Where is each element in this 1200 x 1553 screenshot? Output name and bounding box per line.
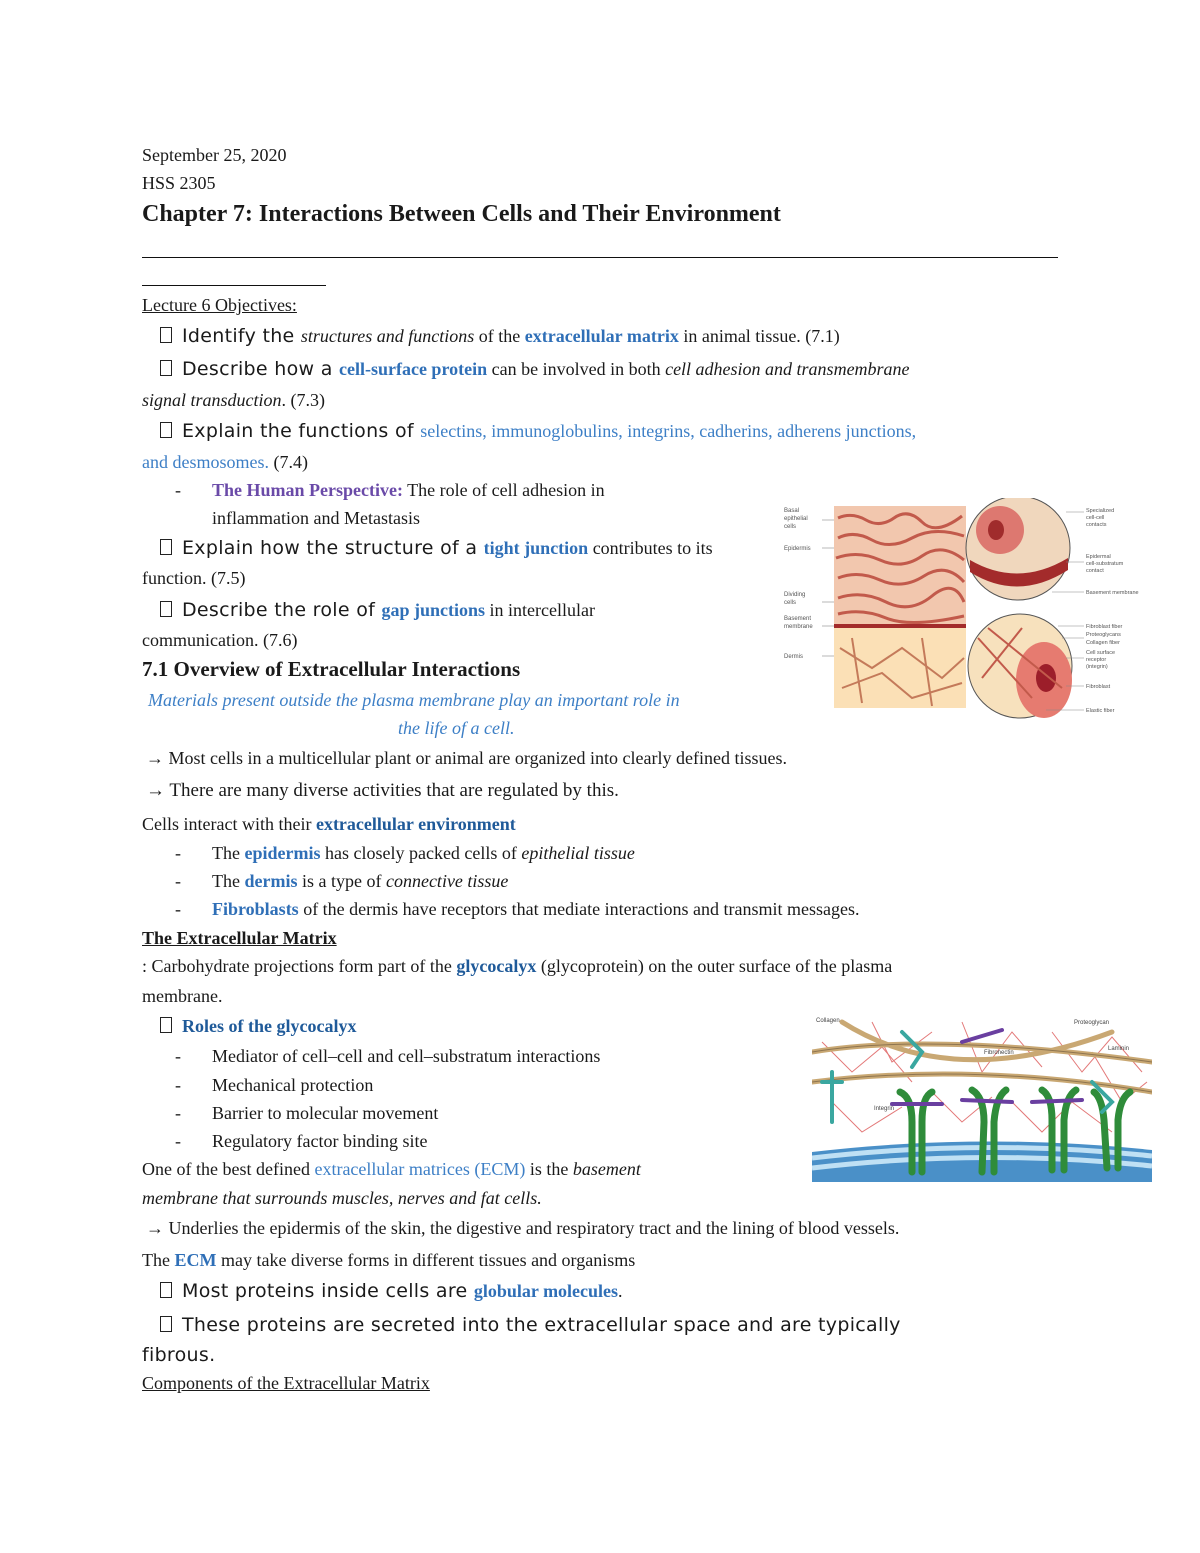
role-item: Mediator of cell–cell and cell–substratum interactions xyxy=(212,1046,601,1066)
skin-tissue-figure xyxy=(782,498,1154,720)
objective-3-sub-dash: - xyxy=(175,480,181,500)
svg-text:Laminin: Laminin xyxy=(1108,1046,1130,1052)
checkbox-icon xyxy=(160,539,172,555)
svg-text:(integrin): (integrin) xyxy=(1086,664,1108,670)
objectives-heading: Lecture 6 Objectives: xyxy=(142,295,297,315)
epidermis-line: The epidermis has closely packed cells of epithelial tissue xyxy=(212,843,635,863)
svg-text:cells: cells xyxy=(784,600,797,606)
svg-text:epithelial: epithelial xyxy=(784,516,808,522)
objective-3: Explain the functions of selectins, immunoglobulins, integrins, cadherins, adherens junctions, xyxy=(160,420,916,442)
svg-text:Cell surface: Cell surface xyxy=(1086,650,1116,656)
svg-text:receptor: receptor xyxy=(1086,657,1107,663)
section-7-1-heading: 7.1 Overview of Extracellular Interactions xyxy=(142,657,521,681)
dash-5: - xyxy=(175,1075,181,1095)
objective-1: Identify the structures and functions of the extracellular matrix in animal tissue. (7.1) xyxy=(160,325,840,347)
checkbox-icon xyxy=(160,1017,172,1033)
svg-text:Collagen fiber: Collagen fiber xyxy=(1086,640,1120,646)
human-perspective-cont: inflammation and Metastasis xyxy=(212,508,420,528)
svg-text:membrane: membrane xyxy=(784,624,813,630)
dash-2: - xyxy=(175,871,181,891)
svg-text:Epidermal: Epidermal xyxy=(1086,554,1111,560)
ecm-line-1: : Carbohydrate projections form part of the glycocalyx (glycoprotein) on the outer surface of the plasma xyxy=(142,956,893,976)
section-quote-1: Materials present outside the plasma membrane play an important role in xyxy=(148,690,680,710)
title-rule-short xyxy=(142,285,326,286)
best-defined-line: One of the best defined extracellular matrices (ECM) is the basement xyxy=(142,1159,641,1179)
ecm-heading: The Extracellular Matrix xyxy=(142,928,337,948)
cells-interact-line: Cells interact with their extracellular environment xyxy=(142,814,516,834)
role-item: Mechanical protection xyxy=(212,1075,374,1095)
svg-text:Dividing: Dividing xyxy=(784,592,806,598)
dermis-block xyxy=(834,626,966,708)
secreted-line: These proteins are secreted into the extracellular space and are typically xyxy=(160,1314,901,1336)
dash-6: - xyxy=(175,1103,181,1123)
checkbox-icon xyxy=(160,1316,172,1332)
objective-3-cont: and desmosomes. (7.4) xyxy=(142,452,308,472)
svg-text:Fibroblast: Fibroblast xyxy=(1086,684,1111,690)
svg-text:Proteoglycan: Proteoglycan xyxy=(1074,1020,1110,1026)
objective-5-cont: communication. (7.6) xyxy=(142,630,298,650)
human-perspective-line: The Human Perspective: The role of cell adhesion in xyxy=(212,480,605,500)
arrow-point-2: → There are many diverse activities that are regulated by this. xyxy=(146,780,619,801)
svg-text:Elastic fiber: Elastic fiber xyxy=(1086,708,1115,714)
course-line: HSS 2305 xyxy=(142,173,216,193)
ecm-forms-line: The ECM may take diverse forms in different tissues and organisms xyxy=(142,1250,636,1270)
fibroblasts-line: Fibroblasts of the dermis have receptors that mediate interactions and transmit messages. xyxy=(212,899,860,919)
page-title: Chapter 7: Interactions Between Cells and Their Environment xyxy=(142,201,781,227)
svg-text:cell-cell: cell-cell xyxy=(1086,515,1105,521)
checkbox-icon xyxy=(160,327,172,343)
role-item: Barrier to molecular movement xyxy=(212,1103,439,1123)
dash-3: - xyxy=(175,899,181,919)
checkbox-icon xyxy=(160,360,172,376)
roles-heading-line: Roles of the glycocalyx xyxy=(160,1015,356,1037)
svg-text:Specialized: Specialized xyxy=(1086,508,1115,514)
underlies-line: → Underlies the epidermis of the skin, the digestive and respiratory tract and the lining of blood vessels. xyxy=(146,1218,900,1238)
svg-text:Fibroblast fiber: Fibroblast fiber xyxy=(1086,624,1123,630)
objective-5: Describe the role of gap junctions in intercellular xyxy=(160,599,595,621)
checkbox-icon xyxy=(160,1282,172,1298)
checkbox-icon xyxy=(160,601,172,617)
objective-2-cont: signal transduction. (7.3) xyxy=(142,390,326,410)
arrow-point-1: → Most cells in a multicellular plant or animal are organized into clearly defined tissues. xyxy=(146,748,787,768)
globular-line: Most proteins inside cells are globular molecules. xyxy=(160,1280,623,1302)
checkbox-icon xyxy=(160,422,172,438)
svg-text:Dermis: Dermis xyxy=(784,654,803,660)
objective-4-cont: function. (7.5) xyxy=(142,568,246,588)
dash-1: - xyxy=(175,843,181,863)
objective-4: Explain how the structure of a tight junction contributes to its xyxy=(160,537,713,559)
components-heading: Components of the Extracellular Matrix xyxy=(142,1373,430,1393)
dermis-line: The dermis is a type of connective tissue xyxy=(212,871,509,891)
figure1-left-label: Basal xyxy=(784,508,800,514)
svg-text:Integrin: Integrin xyxy=(874,1106,895,1112)
objective-2: Describe how a cell-surface protein can be involved in both cell adhesion and transmembrane xyxy=(160,358,910,380)
role-item: Regulatory factor binding site xyxy=(212,1131,428,1151)
ecm-line-2: membrane. xyxy=(142,986,223,1006)
dash-7: - xyxy=(175,1131,181,1151)
dash-4: - xyxy=(175,1046,181,1066)
ecm-figure xyxy=(812,1012,1152,1182)
svg-text:contacts: contacts xyxy=(1086,522,1107,528)
svg-text:contact: contact xyxy=(1086,568,1104,574)
svg-text:Proteoglycans: Proteoglycans xyxy=(1086,632,1121,638)
svg-text:cells: cells xyxy=(784,524,797,530)
svg-text:Basement membrane: Basement membrane xyxy=(1086,590,1139,596)
svg-text:cell-substratum: cell-substratum xyxy=(1086,561,1124,567)
svg-text:Basement: Basement xyxy=(784,616,812,622)
best-defined-cont: membrane that surrounds muscles, nerves and fat cells. xyxy=(142,1188,542,1208)
title-rule xyxy=(142,257,1058,258)
svg-text:Fibronectin: Fibronectin xyxy=(984,1050,1014,1056)
svg-text:Epidermis: Epidermis xyxy=(784,546,811,552)
date-line: September 25, 2020 xyxy=(142,145,287,165)
secreted-cont: fibrous. xyxy=(142,1344,216,1366)
svg-text:Collagen: Collagen xyxy=(816,1018,840,1024)
section-quote-2: the life of a cell. xyxy=(398,718,515,738)
